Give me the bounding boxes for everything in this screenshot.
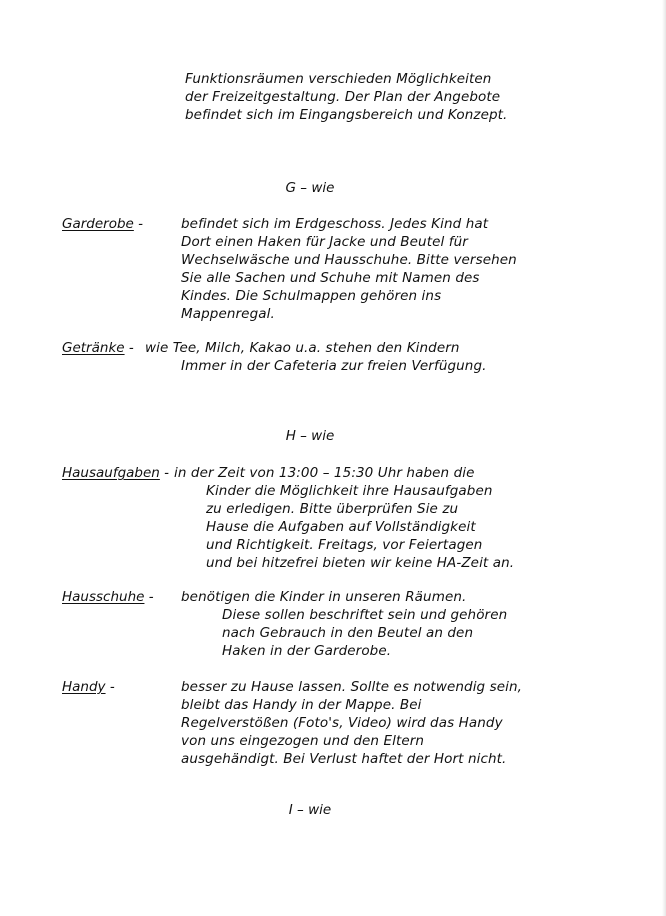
- section-heading-i: I – wie: [288, 802, 332, 818]
- entry-line: ausgehändigt. Bei Verlust haftet der Hort nicht.: [181, 751, 507, 767]
- entry-line: Immer in der Cafeteria zur freien Verfügung.: [181, 358, 487, 374]
- entry-line: befindet sich im Erdgeschoss. Jedes Kind hat: [181, 216, 489, 232]
- term-word: Handy: [62, 679, 106, 695]
- entry-line: Hause die Aufgaben auf Vollständigkeit: [206, 519, 476, 535]
- term-word: Hausschuhe: [62, 589, 145, 605]
- intro-line: Funktionsräumen verschieden Möglichkeiten: [185, 71, 492, 87]
- section-heading-h: H – wie: [285, 428, 335, 444]
- scan-edge: [662, 0, 666, 916]
- entry-line: Diese sollen beschriftet sein und gehören: [222, 607, 508, 623]
- intro-line: der Freizeitgestaltung. Der Plan der Angebote: [185, 89, 501, 105]
- term-hausaufgaben: [62, 464, 169, 482]
- entry-line: nach Gebrauch in den Beutel an den: [222, 625, 474, 641]
- entry-line: Sie alle Sachen und Schuhe mit Namen des: [181, 270, 480, 286]
- entry-line: Kindes. Die Schulmappen gehören ins: [181, 288, 442, 304]
- term-word: Getränke: [62, 340, 125, 356]
- entry-line: besser zu Hause lassen. Sollte es notwendig sein,: [181, 679, 523, 695]
- term-separator: -: [124, 340, 134, 356]
- entry-line: wie Tee, Milch, Kakao u.a. stehen den Kindern: [145, 340, 460, 356]
- entry-line: Mappenregal.: [181, 306, 275, 322]
- entry-line: Dort einen Haken für Jacke und Beutel für: [181, 234, 468, 250]
- entry-line: Regelverstößen (Foto's, Video) wird das Handy: [181, 715, 503, 731]
- entry-line: zu erledigen. Bitte überprüfen Sie zu: [206, 501, 459, 517]
- entry-line: Wechselwäsche und Hausschuhe. Bitte versehen: [181, 252, 517, 268]
- entry-line: Haken in der Garderobe.: [222, 643, 392, 659]
- term-separator: -: [144, 589, 154, 605]
- entry-line: von uns eingezogen und den Eltern: [181, 733, 425, 749]
- term-word: Garderobe: [62, 216, 134, 232]
- term-separator: -: [159, 465, 170, 481]
- intro-line: befindet sich im Eingangsbereich und Konzept.: [185, 107, 508, 123]
- entry-line: und bei hitzefrei bieten wir keine HA-Zeit an.: [206, 555, 515, 571]
- section-heading-g: G – wie: [285, 180, 335, 196]
- entry-line: und Richtigkeit. Freitags, vor Feiertagen: [206, 537, 483, 553]
- term-getraenke: [62, 339, 134, 357]
- term-separator: -: [105, 679, 115, 695]
- entry-line: in der Zeit von 13:00 – 15:30 Uhr haben die: [174, 465, 475, 481]
- entry-line: benötigen die Kinder in unseren Räumen.: [181, 589, 467, 605]
- entry-line: bleibt das Handy in der Mappe. Bei: [181, 697, 422, 713]
- term-hausschuhe: [62, 588, 154, 606]
- term-handy: [62, 678, 115, 696]
- term-separator: -: [133, 216, 144, 232]
- term-word: Hausaufgaben: [62, 465, 160, 481]
- term-garderobe: [62, 215, 143, 233]
- entry-line: Kinder die Möglichkeit ihre Hausaufgaben: [206, 483, 493, 499]
